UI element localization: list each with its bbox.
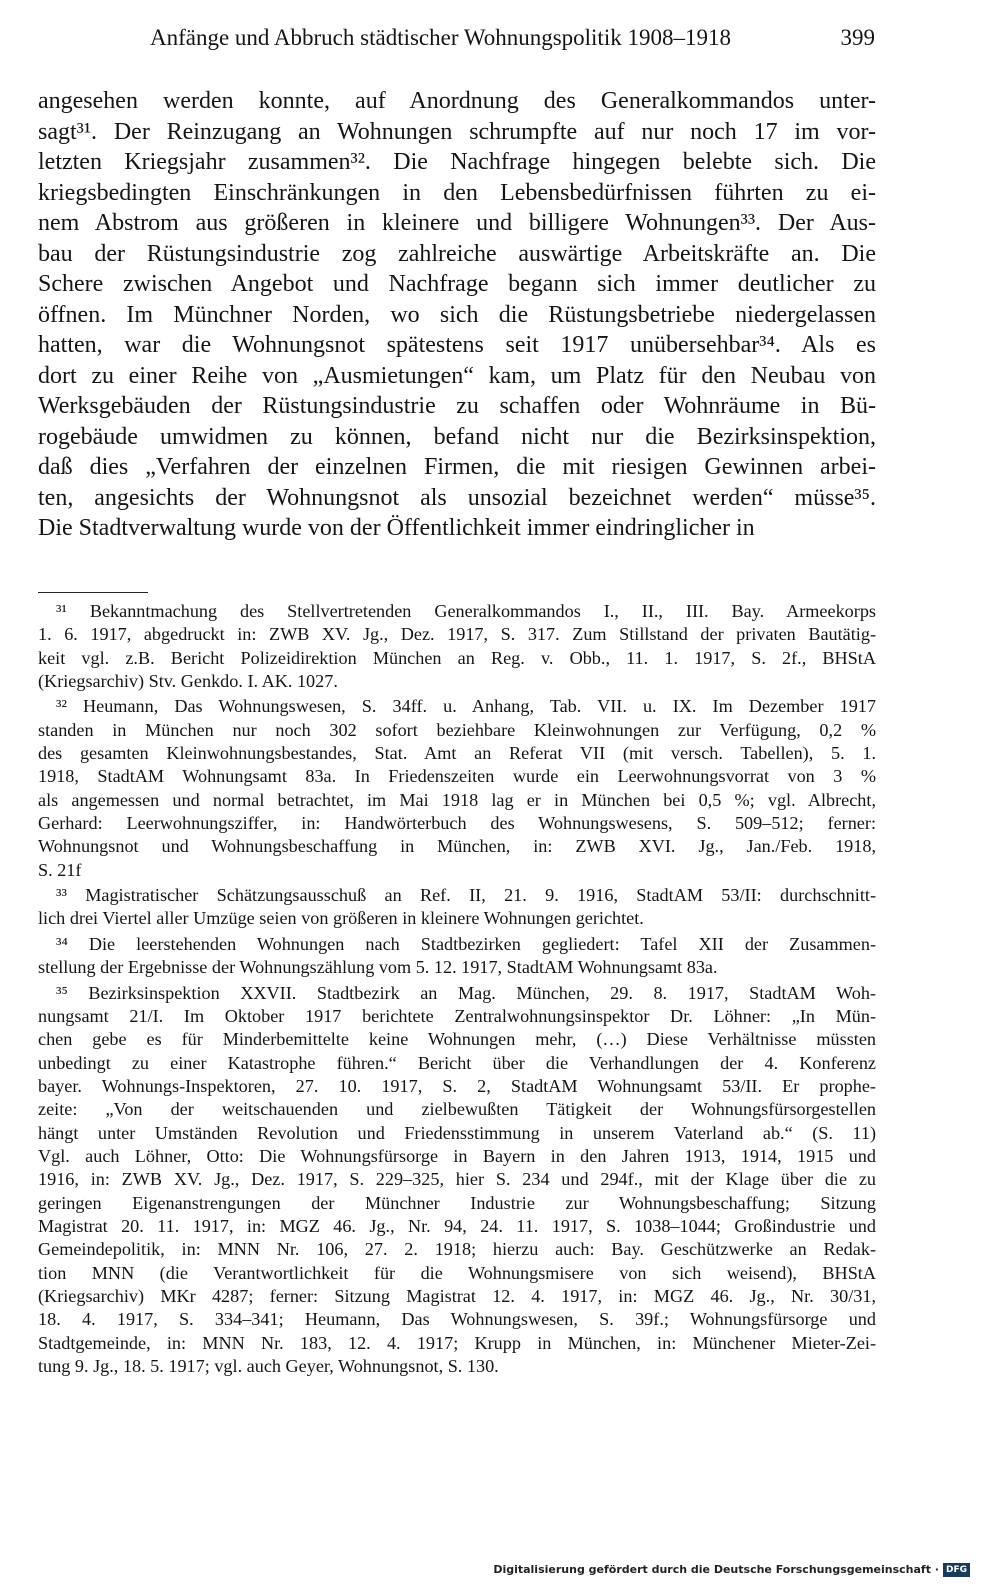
body-line: öffnen. Im Münchner Norden, wo sich die Rüstungsbetriebe niedergelassen bbox=[38, 301, 876, 328]
footnote-line: Vgl. auch Löhner, Otto: Die Wohnungsfürsorge in Bayern in den Jahren 1913, 1914, 1915 und bbox=[38, 1145, 876, 1166]
body-line: angesehen werden konnte, auf Anordnung des Generalkommandos unter- bbox=[38, 88, 876, 114]
footnote-line: ³³ Magistratischer Schätzungsausschuß an Ref. II, 21. 9. 1916, StadtAM 53/II: durchschnitt- bbox=[56, 885, 876, 906]
footnote-line: als angemessen und normal betrachtet, im Mai 1918 lag er in München bei 0,5 %; vgl. Albrecht, bbox=[38, 789, 876, 810]
body-line: dort zu einer Reihe von „Ausmietungen“ kam, um Platz für den Neubau von bbox=[38, 362, 876, 389]
footnote-line: standen in München nur noch 302 sofort beziehbare Kleinwohnungen zur Verfügung, 0,2 % bbox=[38, 719, 876, 740]
digitization-credit bbox=[493, 1560, 970, 1580]
body-line: letzten Kriegsjahr zusammen³². Die Nachfrage hingegen belebte sich. Die bbox=[38, 149, 876, 175]
credit-text: Digitalisierung gefördert durch die Deutsche Forschungsgemeinschaft · bbox=[493, 1563, 939, 1576]
body-line: nem Abstrom aus größeren in kleinere und billigere Wohnungen³³. Der Aus- bbox=[38, 210, 876, 236]
footnote-line: Wohnungsnot und Wohnungsbeschaffung in München, in: ZWB XVI. Jg., Jan./Feb. 1918, bbox=[38, 836, 876, 857]
footnote-line: 1918, StadtAM Wohnungsamt 83a. In Friedenszeiten wurde ein Leerwohnungsvorrat von 3 % bbox=[38, 766, 876, 787]
footnote-line: lich drei Viertel aller Umzüge seien von größeren in kleinere Wohnungen gerichtet. bbox=[38, 908, 644, 929]
body-line: daß dies „Verfahren der einzelnen Firmen, die mit riesigen Gewinnen arbei- bbox=[38, 454, 876, 480]
footnote-line: Gemeindepolitik, in: MNN Nr. 106, 27. 2. 1918; hierzu auch: Bay. Geschützwerke an Redak- bbox=[38, 1239, 876, 1260]
footnote-line: Gerhard: Leerwohnungsziffer, in: Handwörterbuch des Wohnungswesens, S. 509–512; ferner: bbox=[38, 813, 876, 834]
footnote-line: ³² Heumann, Das Wohnungswesen, S. 34ff. u. Anhang, Tab. VII. u. IX. Im Dezember 1917 bbox=[56, 696, 876, 717]
footnote-line: keit vgl. z.B. Bericht Polizeidirektion München an Reg. v. Obb., 11. 1. 1917, S. 2f., BHStA bbox=[38, 647, 876, 668]
footnote-line: nungsamt 21/I. Im Oktober 1917 berichtete Zentralwohnungsinspektor Dr. Löhner: „In Mün- bbox=[38, 1005, 876, 1026]
footnote-separator bbox=[38, 592, 148, 593]
footnote-line: Magistrat 20. 11. 1917, in: MGZ 46. Jg., Nr. 94, 24. 11. 1917, S. 1038–1044; Großindustrie und bbox=[38, 1215, 876, 1236]
footnote-line: zeite: „Von der weitschauenden und zielbewußten Tätigkeit der Wohnungsfürsorgestellen bbox=[38, 1099, 876, 1120]
footnote-line: 1. 6. 1917, abgedruckt in: ZWB XV. Jg., Dez. 1917, S. 317. Zum Stillstand der privaten Bautätig- bbox=[38, 624, 876, 645]
footnote-line: (Kriegsarchiv) MKr 4287; ferner: Sitzung Magistrat 12. 4. 1917, in: MGZ 46. Jg., Nr. 30/31, bbox=[38, 1285, 876, 1306]
running-head bbox=[150, 22, 875, 54]
running-title: Anfänge und Abbruch städtischer Wohnungspolitik 1908–1918 bbox=[150, 25, 731, 50]
footnote-line: ³⁴ Die leerstehenden Wohnungen nach Stadtbezirken gegliedert: Tafel XII der Zusammen- bbox=[56, 933, 876, 954]
footnote-line: 1916, in: ZWB XV. Jg., Dez. 1917, S. 229–325, hier S. 234 und 294f., mit der Klage über die zu bbox=[38, 1169, 876, 1190]
footnote-line: hängt unter Umständen Revolution und Friedensstimmung in unserem Vaterland ab.“ (S. 11) bbox=[38, 1122, 876, 1143]
footnote-line: 18. 4. 1917, S. 334–341; Heumann, Das Wohnungswesen, S. 39f.; Wohnungsfürsorge und bbox=[38, 1309, 876, 1330]
body-line: rogebäude umwidmen zu können, befand nicht nur die Bezirksinspektion, bbox=[38, 423, 876, 450]
body-line: Werksgebäuden der Rüstungsindustrie zu schaffen oder Wohnräume in Bü- bbox=[38, 393, 876, 419]
footnote-line: S. 21f bbox=[38, 859, 82, 880]
body-text bbox=[38, 86, 876, 544]
footnote-line: unbedingt zu einer Katastrophe führen.“ Bericht über die Verhandlungen der 4. Konferenz bbox=[38, 1052, 876, 1073]
body-line: hatten, war die Wohnungsnot spätestens seit 1917 unübersehbar³⁴. Als es bbox=[38, 332, 876, 358]
footnote-line: geringen Eigenanstrengungen der Münchner Industrie zur Wohnungsbeschaffung; Sitzung bbox=[38, 1192, 876, 1213]
footnote-line: (Kriegsarchiv) Stv. Genkdo. I. AK. 1027. bbox=[38, 671, 338, 692]
body-line: Die Stadtverwaltung wurde von der Öffentlichkeit immer eindringlicher in bbox=[38, 515, 755, 541]
footnote-line: ³⁵ Bezirksinspektion XXVII. Stadtbezirk an Mag. München, 29. 8. 1917, StadtAM Woh- bbox=[56, 982, 876, 1003]
footnote bbox=[38, 933, 876, 980]
footnote bbox=[38, 600, 876, 693]
body-line: Schere zwischen Angebot und Nachfrage begann sich immer deutlicher zu bbox=[38, 271, 876, 297]
body-line: ten, angesichts der Wohnungsnot als unsozial bezeichnet werden“ müsse³⁵. bbox=[38, 484, 876, 511]
footnote-line: bayer. Wohnungs-Inspektoren, 27. 10. 1917, S. 2, StadtAM Wohnungsamt 53/II. Er prophe- bbox=[38, 1075, 876, 1096]
footnote bbox=[38, 884, 876, 931]
footnote-line: des gesamten Kleinwohnungsbestandes, Stat. Amt an Referat VII (mit versch. Tabellen), 5. 1. bbox=[38, 743, 876, 764]
body-line: sagt³¹. Der Reinzugang an Wohnungen schrumpfte auf nur noch 17 im vor- bbox=[38, 118, 876, 145]
body-line: bau der Rüstungsindustrie zog zahlreiche auswärtige Arbeitskräfte an. Die bbox=[38, 240, 876, 267]
footnote bbox=[38, 982, 876, 1379]
footnotes bbox=[38, 600, 876, 1380]
dfg-logo: DFG bbox=[943, 1563, 970, 1577]
footnote-line: stellung der Ergebnisse der Wohnungszählung vom 5. 12. 1917, StadtAM Wohnungsamt 83a. bbox=[38, 957, 718, 978]
footnote-line: tion MNN (die Verantwortlichkeit für die Wohnungsmisere von sich weisend), BHStA bbox=[38, 1262, 876, 1283]
footnote-line: tung 9. Jg., 18. 5. 1917; vgl. auch Geyer, Wohnungsnot, S. 130. bbox=[38, 1356, 499, 1376]
footnote bbox=[38, 695, 876, 882]
page-number: 399 bbox=[840, 25, 875, 50]
footnote-line: chen gebe es für Minderbemittelte keine Wohnungen mehr, (…) Diese Verhältnisse müssten bbox=[38, 1029, 876, 1050]
footnote-line: ³¹ Bekanntmachung des Stellvertretenden Generalkommandos I., II., III. Bay. Armeekorps bbox=[56, 601, 876, 621]
footnote-line: Stadtgemeinde, in: MNN Nr. 183, 12. 4. 1917; Krupp in München, in: Münchener Mieter-Zei- bbox=[38, 1332, 876, 1353]
body-line: kriegsbedingten Einschränkungen in den Lebensbedürfnissen führten zu ei- bbox=[38, 179, 876, 206]
